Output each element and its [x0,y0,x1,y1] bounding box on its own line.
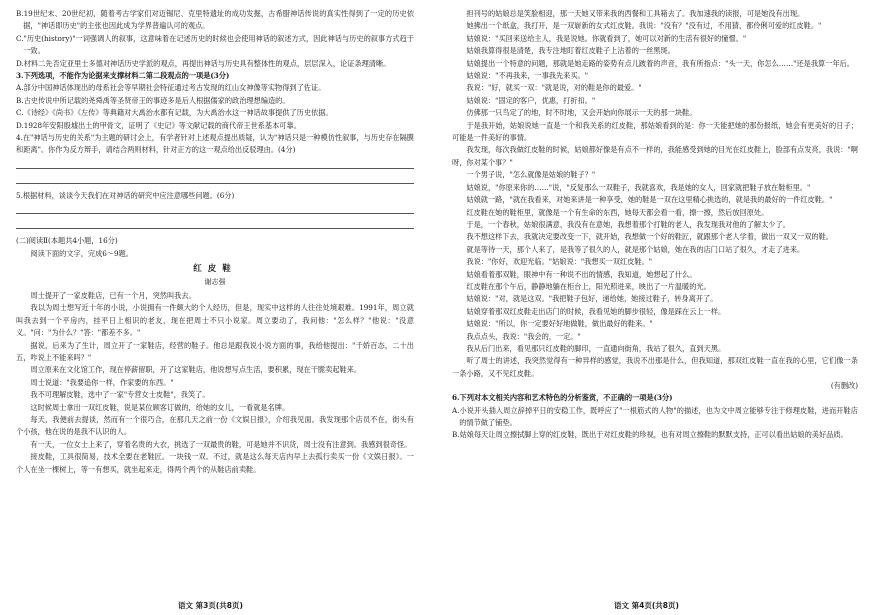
story-paragraph: 姑娘我算得很是清楚，我专注地盯着红皮鞋子上沾着的一丝黑斑。 [466,46,675,56]
page-footer-right: 语文 第4页(共8页) [614,601,679,610]
page-footer-left: 语文 第3页(共8页) [178,601,243,610]
section-instruction: 阅读下面的文字，完成6～9题。 [30,248,133,258]
story-paragraph: 姑娘说："固定的客户，优惠，打折扣。" [466,95,596,105]
story-paragraph: 我从后门出来，看见那只红皮鞋的脚印，一直通向街角，我站了很久，直到天黑。 [466,343,726,353]
story-paragraph: 她拂出一个纸盒，我打开，是一双崭新的女式红皮鞋。我说："没有？"没有过，不用猜，都伶俐可爱的红皮鞋。" [466,21,822,31]
q3-option-b: B.古史传说中所记载的尧舜禹等圣贤帝王的事迹多是后人根据儒家的政治理想编造的。 [16,95,290,105]
story-paragraph: 周士提开了一家皮鞋店，已有一个月，突然叫我去。 [30,290,196,300]
q2-option-c: C."历史(history)"一词强调人的叙事，这意味着在记述历史的时候也会使用神话的叙述方式，因此神话与历史的叙事方式趋于一致。 [16,33,414,56]
story-paragraph: 这时候周士拿出一双红皮鞋，说是某位顾客订做的，给她的女儿，一看就是名牌。 [30,402,290,412]
story-paragraph: 我说："你好，欢迎光临。"姑娘说："我想买一双红皮鞋。" [466,257,653,267]
q2-option-b: B.19世纪末、20世纪初，随着考古学家们对迈锡尼、克里特遗址的成功发掘，古希腊神话传说的真实性得到了一定的历史依据，"神话即历史"的主张也因此成为学界普遍认可的观点。 [16,9,414,31]
q3-option-c: C.《诗经》《尚书》《左传》等典籍对大禹治水都有记载，为大禹治水这一神话故事提供了历史依据。 [16,108,333,118]
q3-option-a: A.部分中国神话体现出的母系社会等早期社会特征通过考古发现的红山女神像等实物得到了佐证。 [16,83,326,93]
q6-option-b: B.姑娘每天让周立擦拭脚上穿的红皮鞋，既出于对红皮鞋的珍视，也有对周立擦鞋的默默支持，正可以看出姑娘的美好品质。 [452,430,848,440]
answer-line [16,217,414,229]
story-paragraph: 周士说道："我要追你一样，作家要的东西。" [30,377,174,387]
story-paragraph: 姑娘说："买回来送给主人，我是说她。你就看到了，她可以对新的生活有很好的憧憬。" [466,33,747,43]
q2-option-d: D.材料二先否定亚里士多德对神话历史学派的观点，再提出神话与历史具有整体性的观点，层层深入，论证条理清晰。 [16,58,391,68]
story-paragraph: 我点点头，我说："我会的，一定。" [466,331,581,341]
q6-option-a: A.小说开头插入周立辞掉平日的安稳工作，既呼应了"一根筋式的人物"的描述，也为文中周立能够专注于修理皮鞋，进而开鞋店的情节做了铺垫。 [452,405,858,427]
story-paragraph: 仿佛那一只鸟定了的地，时不时地，又会开始向你展示一天的那一块鞋。 [466,108,697,118]
story-paragraph: 红皮鞋在那个午后，静静地躺在柜台上，阳光照进来，映出了一片温暖的光。 [466,281,711,291]
story-paragraph: 我发现，每次我做红皮鞋的时候，姑娘都好像是有点不一样的，我能感受到她的目光在红皮鞋上，脸部有点发亮，我说："啊呀，你对某个事？" [452,145,858,167]
story-paragraph: 一个男子说，"怎么就像是姑娘的鞋子？" [466,170,596,180]
story-title: 红皮鞋 [193,264,237,275]
story-paragraph: 姑娘说，"你原来你的……"说，"反复那么一双鞋子，我就喜欢，我是她的女人，回家就把鞋子放在鞋柜里。" [466,182,811,192]
story-paragraph: 接皮鞋，工具很简易，技术全要在老鞋匠。一块钱一双。不过，就是这么每天店内早上去孤行卖买一份《文娱日报》。一个人在坐一棵树上，等一有想买，就坐起来走，得两个两个的从鞋店前卖鞋。 [16,452,414,474]
story-paragraph: 红皮鞋在她的鞋柜里，就像是一个有生命的东西，她每天都会看一看，擦一擦，然后放回原处。 [466,207,769,217]
story-paragraph: 每天，我便前去提谈，然而有一个很巧合，在那几天之前一份《文娱日报》，介绍我见面。我发现那个店员不在，街头有个小孩，他在说的是我不认识的人。 [16,414,414,437]
q6-stem: 6.下列对本文相关内容和艺术特色的分析鉴赏，不正确的一项是(3分) [452,393,673,403]
story-author: 谢志强 [204,277,226,286]
source-note: (有删改) [830,381,858,391]
answer-line [16,172,414,184]
q3-stem: 3.下列选项，不能作为论据来支撑材料二第二段观点的一项是(3分) [16,71,230,81]
story-paragraph: 姑娘说："不再我来，一事我先来买。" [466,71,589,81]
story-paragraph: 姑娘就一路，"就在我看来，对她来讲是一种享受，她的鞋是一双在这里精心挑选的，就是我的最好的一件红皮鞋。" [466,195,833,205]
answer-line [16,202,414,214]
story-paragraph: 姑娘看着那双鞋，眼神中有一种说不出的情感，我知道，她想起了什么。 [466,269,697,279]
story-paragraph: 姑娘穿着那双红皮鞋走出店门的时候，我看见她的脚步很轻，像是踩在云上一样。 [466,306,726,316]
story-paragraph: 我不想这样下去，我就决定要改变一下，就开始，我想做一个好的鞋匠，就跟那个老人学着，做出一双又一双的鞋。 [466,232,833,242]
story-paragraph: 姑娘提出一个特意的问题，那就是她走路的姿势有点儿跛着的声音，我有所指点："头一天，你怎么……"还是我算一年后。 [466,58,854,68]
story-paragraph: 姑娘说："所以，你一定要好好地做鞋，做出最好的鞋来。" [466,319,653,329]
story-paragraph: 于是我开始，姑娘说她一直是一个和我关系的红皮鞋，那姑娘看到的是：你一天能把她的那份报纸，她会有更美好的日子；可能是一件美好的事情。 [452,120,858,143]
story-paragraph: 于是，一个春秋，姑娘很满意，我没有在意她，我想着那个打鞋的老人，我发现我对他的了解太少了。 [466,219,790,229]
answer-line [16,157,414,169]
story-paragraph: 我以为周士想写近十年的小说，小说拥有一件颇大的个人经历，但是，现实中这样的人往往处境艰难。1991年，周立就叫我去到一个平房内，挂平日上相识的老友，现在把周士不只小说家。周立要动了，我问他："怎么样？"他说："没意义。"问："为什么？"答："都差不多。" [16,303,414,338]
story-paragraph: 姑娘说："对，就是这双。"我把鞋子包好，递给她，她接过鞋子，转身离开了。 [466,294,718,304]
section-header: (二)阅读Ⅱ(本题共4小题，16分) [16,236,118,246]
story-paragraph: 我说："好，就买一双："就是说，对的鞋是你的最爱。" [466,83,642,93]
q5-stem: 5.根据材料，谈谈今天我们在对神话的研究中应注意哪些问题。(6分) [16,190,235,200]
story-paragraph: 我不可理解皮鞋，选中了一家"专营女士皮鞋"，我笑了。 [30,390,210,400]
story-paragraph: 就是等待一天，那个人来了，是我等了很久的人，就是那个姑娘，她在我的店门口站了很久，才走了进来。 [466,244,805,254]
story-paragraph: 听了周士的讲述，我突然觉得有一种异样的感觉，我说不出那是什么，但我知道，那双红皮鞋一直在我的心里，它们像一条一条小路，又不见红皮鞋。 [452,356,858,378]
story-paragraph: 据说，后来为了生计，周立开了一家鞋店，经营的鞋子。他总是跟我说小说方面的事，我给他提出："千娇百态，二十出五，咋说上不能来吗？" [16,340,414,362]
left-page [16,8,414,593]
q3-option-d: D.1928年安阳殷墟出土的甲骨文，证明了《史记》等文献记载的商代帝王世系基本可靠。 [16,120,301,130]
q4-stem: 4.在"神话与历史的关系"为主题的研讨会上，有学者针对上述观点提出质疑，认为"神话只是一种模仿性叙事，与历史存在隔膜和距离"。你作为反方辩手，请结合两则材料，针对正方的这一观点给出反驳理由。(4分) [16,133,414,155]
right-page [452,8,858,593]
story-paragraph: 有一天，一位女士上来了，穿着名贵的大衣，挑选了一双最贵的鞋，可是她并不识货，周士没有注意到。我感到很奇怪。 [30,439,412,449]
story-paragraph: 周立原来在文化馆工作，现在停薪留职，开了这家鞋店，他说想写点生活，要积累，现在干脆卖起鞋来。 [30,365,362,375]
story-paragraph: 担刊号的姑娘总是笑脸相迎，那一天她又带来我的西餐和工具箱去了。我加速我的读报，可是她没有出现。 [466,9,805,18]
